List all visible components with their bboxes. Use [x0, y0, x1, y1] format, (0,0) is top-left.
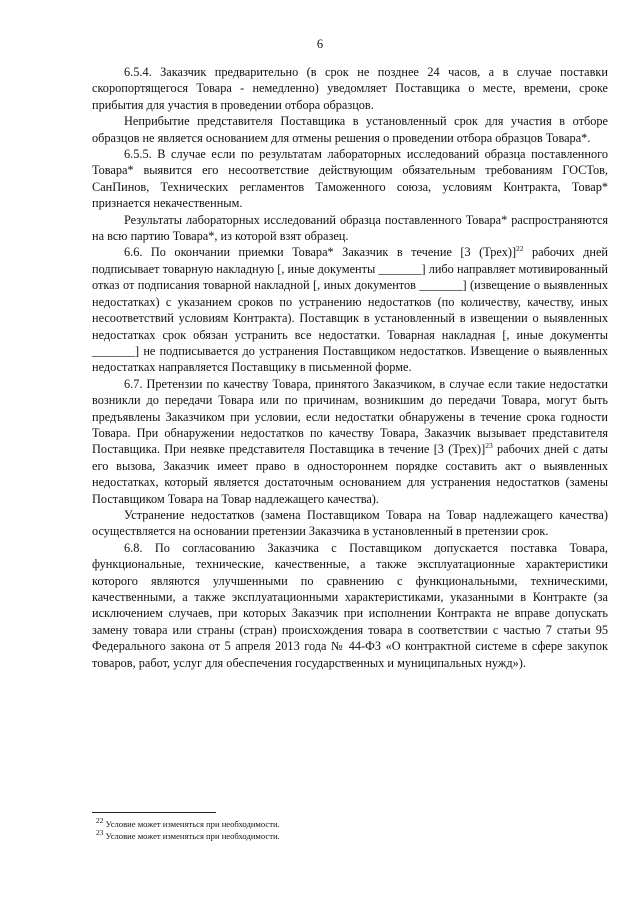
paragraph-6-6 [92, 244, 608, 375]
page-number: 6 [316, 37, 324, 51]
footnote-reference: 23 [485, 441, 493, 451]
paragraph-text: 6.5.5. В случае если по результатам лабораторных исследований образца поставленного Товара* выявится его несоответствие действующим обязательным требованиям ГОСТов, СанПинов, Технических регламентов Таможенного союза, условиям Контракта, Товар* признается некачественным. [92, 147, 608, 211]
paragraph-6-8 [92, 540, 608, 671]
paragraph-6-7 [92, 376, 608, 507]
paragraph-elimination [92, 507, 608, 540]
paragraph-6-5-5 [92, 146, 608, 212]
paragraph-text: рабочих дней подписывает товарную накладную [, иные документы _______] либо направляет мотивированный отказ от подписания товарной накладной [, иных документов _______] (извещение о выявленных недостатках) с указанием сроков по устранению недостатков (по количеству, качеству, иных несоответствий условиям Контракта). Поставщик в установленный в извещении о выявленных недостатках срок обязан устранить все недостатки. Товарная накладная [, иные документы _______] не подписывается до устранения Поставщиком недостатков. Извещение о выявленных недостатках направляется Поставщику в письменной форме. [92, 245, 608, 375]
paragraph-text: 6.5.4. Заказчик предварительно (в срок не позднее 24 часов, а в случае поставки скоропортящегося Товара - немедленно) уведомляет Поставщика о месте, времени, сроке прибытия для участия в проведении отбора образцов. [92, 65, 608, 112]
paragraph-text: рабочих дней с даты его вызова, Заказчик имеет право в одностороннем порядке составить акт о выявленных недостатках, который является достаточным основанием для устранения недостатков (замены Поставщиком Товара на Товар надлежащего качества). [92, 442, 608, 506]
footnotes-section [92, 818, 608, 842]
footnote-text: Условие может изменяться при необходимости. [103, 819, 280, 829]
footnote-text: Условие может изменяться при необходимости. [103, 831, 280, 841]
paragraph-text: Результаты лабораторных исследований образца поставленного Товара* распространяются на всю партию Товара*, из которой взят образец. [92, 212, 608, 244]
paragraph-text: 6.8. По согласованию Заказчика с Поставщиком допускается поставка Товара, функциональные, технические, качественные, а также эксплуатационные характеристики которого являются улучшенными по сравнению с функциональными, техническими, качественными, а также эксплуатационными характеристиками, указанными в Контракте (за исключением случаев, при которых Заказчик при исполнении Контракта не вправе допускать замену товара или страны (стран) происхождения товара в соответствии с частью 7 статьи 95 Федерального закона от 5 апреля 2013 года № 44-ФЗ «О контрактной системе в сфере закупок товаров, работ, услуг для обеспечения государственных и муниципальных нужд»). [92, 540, 608, 670]
footnote-22 [92, 818, 608, 830]
paragraph-nonarrival [92, 113, 608, 146]
paragraph-text: 6.7. Претензии по качеству Товара, принятого Заказчиком, в случае если такие недостатки возникли до передачи Товара или по причинам, возникшим до передачи Товара, могут быть предъявлены Заказчиком при условии, если недостатки обнаружены в течение срока годности Товара. При обнаружении недостатков по качеству Товара, Заказчик вызывает представителя Поставщика. При неявке представителя Поставщика в течение [3 (Трех)] [92, 376, 608, 457]
footnote-mark: 23 [96, 828, 104, 838]
paragraph-text: Неприбытие представителя Поставщика в установленный срок для участия в отборе образцов не является основанием для отмены решения о проведении отбора образцов Товара*. [92, 114, 608, 145]
document-body [92, 64, 608, 671]
footnote-separator [92, 812, 216, 813]
paragraph-text: 6.6. По окончании приемки Товара* Заказчик в течение [3 (Трех)] [124, 245, 517, 260]
paragraph-text: Устранение недостатков (замена Поставщиком Товара на Товар надлежащего качества) осуществляется на основании претензии Заказчика в установленный в претензии срок. [92, 507, 608, 539]
footnote-reference: 22 [516, 244, 524, 254]
footnote-23 [92, 830, 608, 842]
footnote-mark: 22 [96, 816, 104, 826]
paragraph-results [92, 212, 608, 245]
paragraph-6-5-4 [92, 64, 608, 113]
